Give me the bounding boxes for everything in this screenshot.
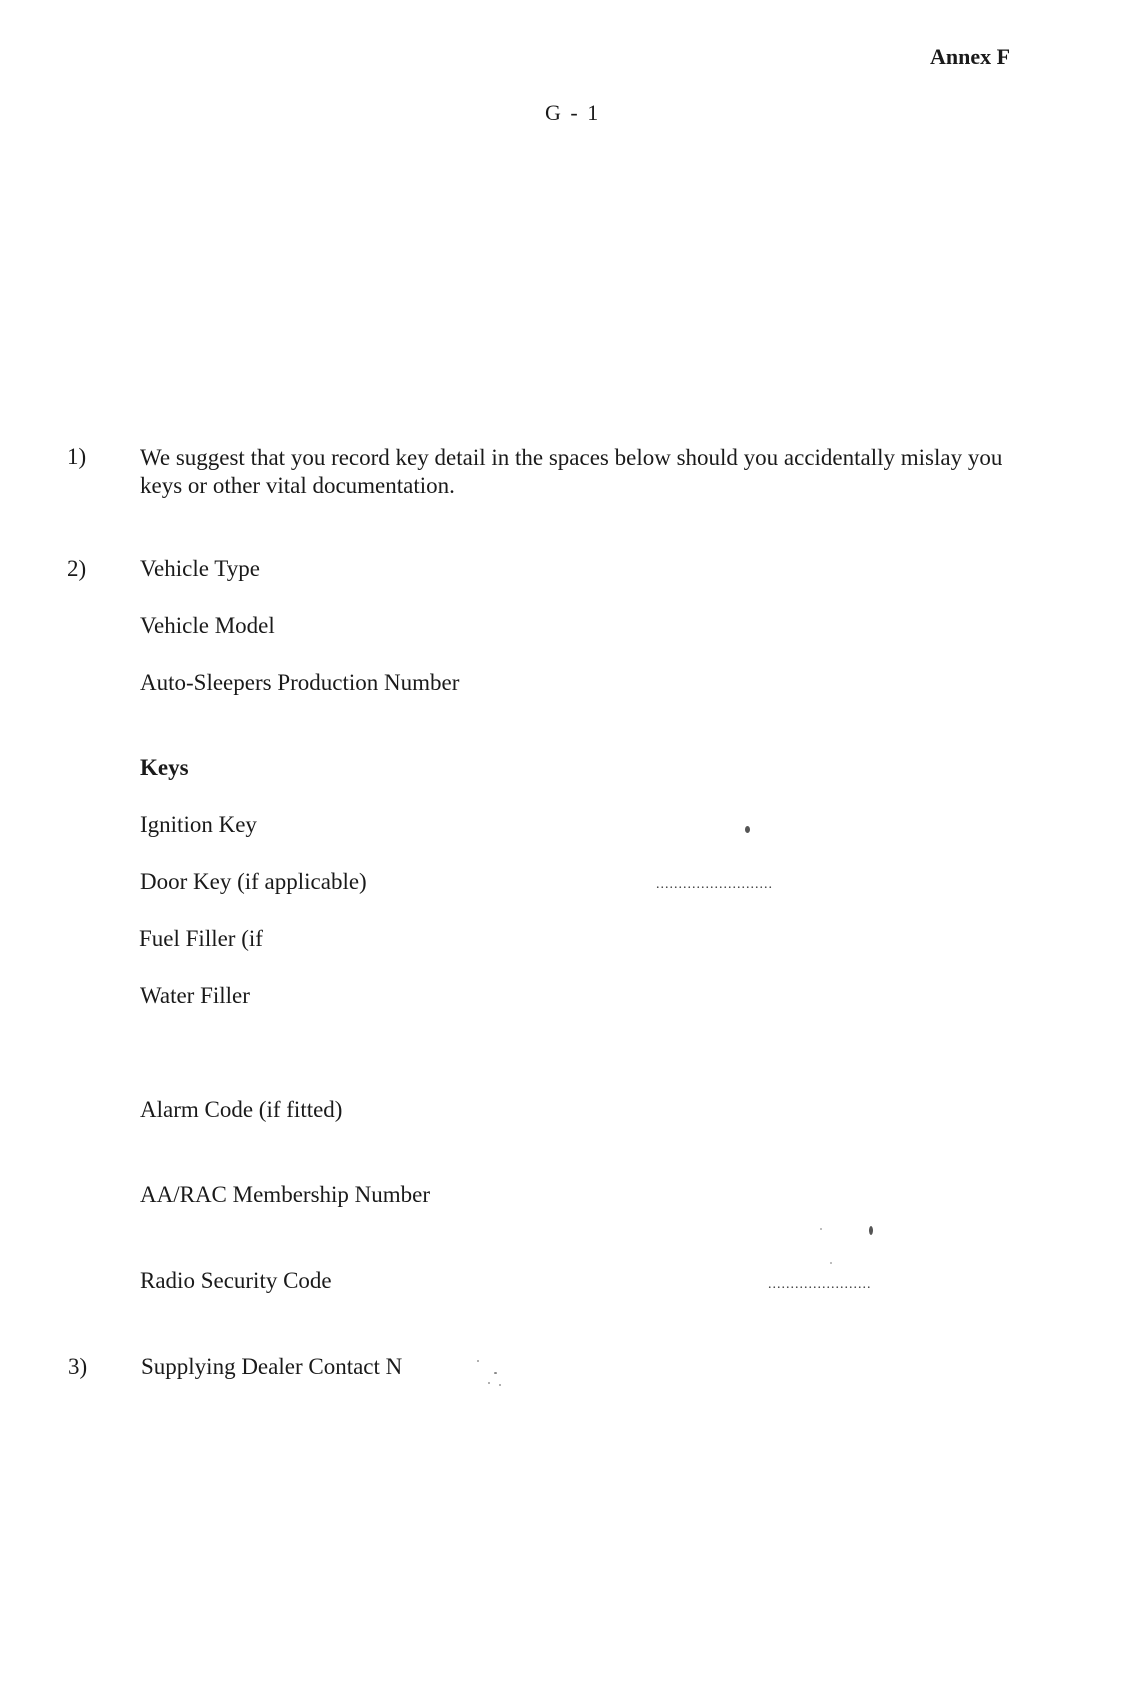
alarm-code-label: Alarm Code (if fitted) bbox=[140, 1097, 343, 1122]
membership-number-label: AA/RAC Membership Number bbox=[140, 1182, 431, 1207]
item-1-number: 1) bbox=[67, 444, 87, 469]
ignition-key-label: Ignition Key bbox=[140, 812, 257, 837]
door-key-label: Door Key (if applicable) bbox=[140, 869, 367, 894]
dealer-contact-label: Supplying Dealer Contact N bbox=[141, 1354, 403, 1379]
vehicle-model-label: Vehicle Model bbox=[140, 613, 275, 638]
scan-speck bbox=[488, 1382, 490, 1384]
scan-speck bbox=[869, 1226, 873, 1235]
scan-speck bbox=[499, 1384, 501, 1386]
item-3-number: 3) bbox=[68, 1354, 88, 1379]
keys-heading: Keys bbox=[140, 755, 189, 780]
vehicle-type-label: Vehicle Type bbox=[140, 556, 260, 581]
door-key-dotted-line: .......................... bbox=[656, 877, 773, 892]
scan-speck bbox=[477, 1360, 479, 1362]
item-2-number: 2) bbox=[67, 556, 87, 581]
item-1-text: We suggest that you record key detail in the spaces below should you accidentally mislay you keys or other vital documentation. bbox=[140, 445, 1003, 498]
production-number-label: Auto-Sleepers Production Number bbox=[140, 670, 460, 695]
annex-label: Annex F bbox=[930, 44, 1011, 69]
fuel-filler-label: Fuel Filler (if bbox=[139, 926, 263, 951]
scan-speck bbox=[494, 1372, 497, 1374]
scan-speck bbox=[820, 1228, 822, 1230]
radio-security-code-label: Radio Security Code bbox=[140, 1268, 332, 1293]
scan-speck bbox=[745, 826, 750, 833]
radio-code-dotted-line: ....................... bbox=[768, 1277, 872, 1292]
page-number: G - 1 bbox=[545, 100, 601, 125]
scan-speck bbox=[830, 1262, 832, 1264]
water-filler-label: Water Filler bbox=[140, 983, 250, 1008]
